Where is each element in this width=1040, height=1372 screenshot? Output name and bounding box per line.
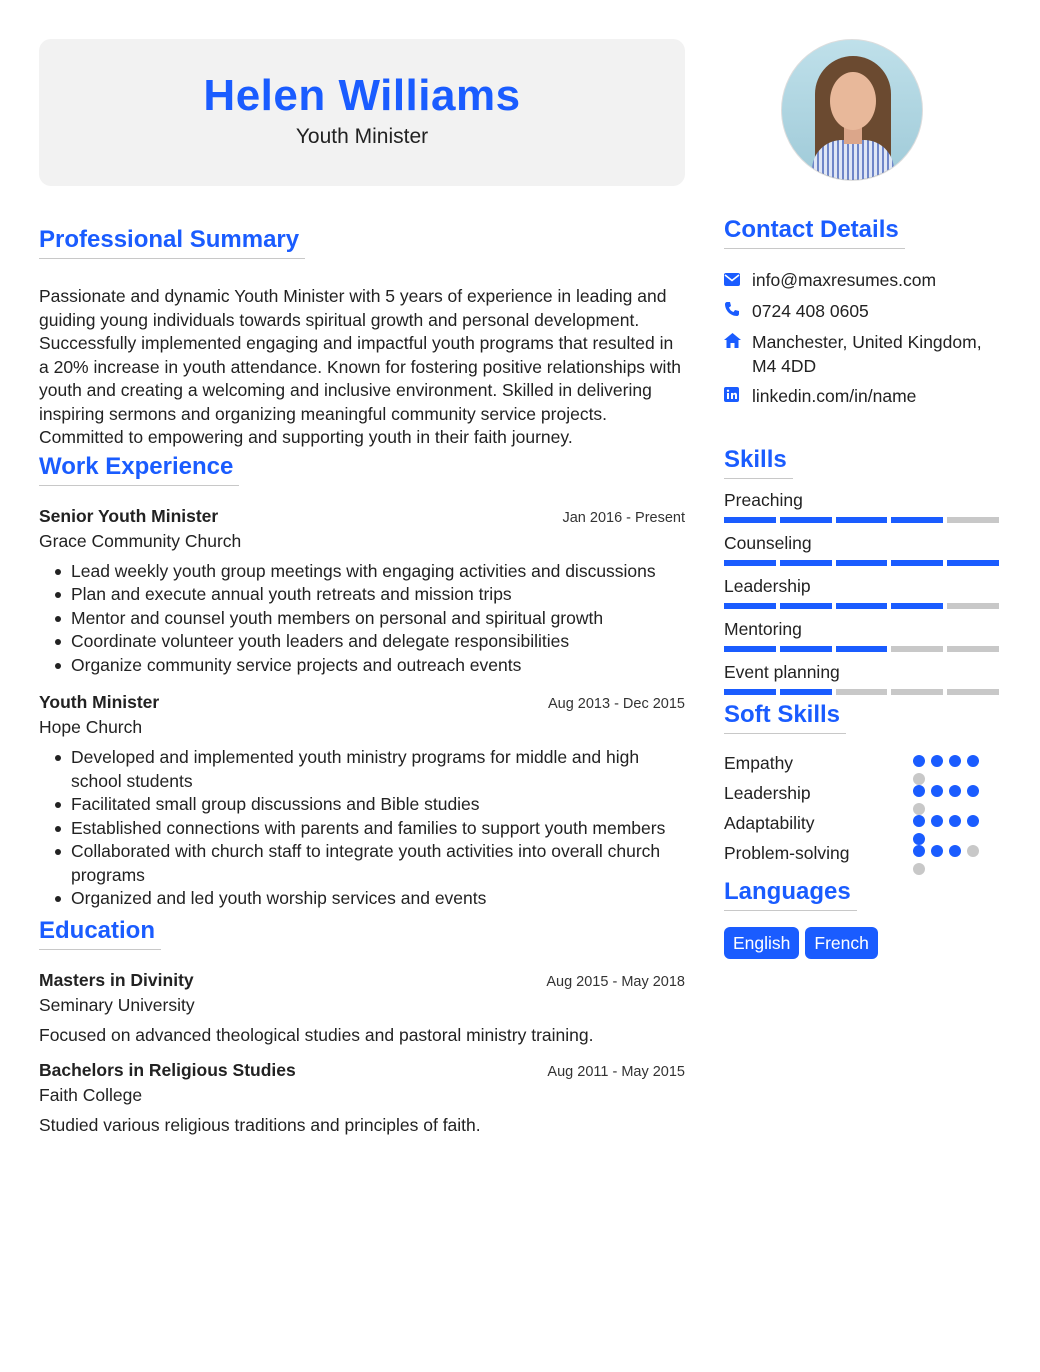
rating-dot [913,785,925,797]
contact-address [724,331,1001,378]
skill-level-segment [724,646,776,652]
skill-level-segment [836,560,888,566]
skill-level-segment [780,560,832,566]
rating-dot [913,845,925,857]
language-tag: French [805,927,877,959]
skill-level-segment [891,517,943,523]
bullet-item: Organize community service projects and outreach events [53,654,685,678]
rating-dot [931,815,943,827]
skill-level-segment [836,603,888,609]
rating-dot [967,845,979,857]
skill-level-bar [724,603,1001,609]
soft-skill-item [724,782,1001,812]
skill-name: Leadership [724,575,811,596]
job-title: Senior Youth Minister [39,505,219,526]
job-bullets [39,560,685,678]
soft-skill-rating [913,755,983,785]
phone-text[interactable]: 0724 408 0605 [752,301,869,321]
envelope-icon [724,269,752,294]
soft-skill-name: Problem-solving [724,843,850,864]
skill-item [724,661,1001,695]
job-organization: Grace Community Church [39,530,242,551]
soft-skill-name: Leadership [724,782,811,803]
rating-dot [913,755,925,767]
soft-skill-rating [913,815,983,845]
skill-level-segment [780,646,832,652]
soft-skill-name: Empathy [724,752,794,773]
bullet-item: Developed and implemented youth ministry programs for middle and high school students [53,746,685,793]
bullet-item: Organized and led youth worship services and events [53,887,685,911]
bullet-item: Mentor and counsel youth members on personal and spiritual growth [53,607,685,631]
skill-level-bar [724,689,1001,695]
rating-dot [913,863,925,875]
skill-level-segment [724,603,776,609]
skill-level-segment [947,689,999,695]
school-name: Seminary University [39,994,195,1015]
education-heading: Education [39,917,161,950]
job-title: Youth Minister [39,692,160,712]
job-organization: Hope Church [39,717,143,737]
skill-level-segment [891,689,943,695]
education-date: Aug 2011 - May 2015 [547,1063,685,1080]
contact-list [724,269,1001,409]
soft-skill-rating [913,845,983,875]
soft-skill-item [724,812,1001,842]
skill-name: Preaching [724,489,803,510]
candidate-name: Helen Williams [203,71,521,120]
contact-linkedin [724,385,1001,410]
skill-level-segment [780,603,832,609]
linkedin-icon [724,385,752,410]
work-heading: Work Experience [39,453,239,486]
skill-level-segment [891,560,943,566]
rating-dot [949,785,961,797]
skill-item [724,489,1001,523]
soft-skills-heading: Soft Skills [724,701,846,734]
contact-phone [724,300,1001,325]
languages-heading: Languages [724,878,857,911]
bullet-item: Established connections with parents and families to support youth members [53,817,685,841]
soft-skill-item [724,842,1001,872]
summary-text: Passionate and dynamic Youth Minister with 5 years of experience in leading and guiding young individuals towards spiritual growth and personal development. Successfully implemented engaging and impactful youth programs that resulted in a 20% increase in youth attendance. Known for fostering positive relationships with youth and creating a welcoming and inclusive environment. Skilled in delivering inspiring sermons and organizing meaningful community service projects. Committed to empowering and supporting youth in their faith journey. [39,286,682,447]
profile-photo [781,39,923,181]
skill-item [724,618,1001,652]
skill-level-segment [724,689,776,695]
skill-level-segment [891,646,943,652]
soft-skill-item [724,752,1001,782]
address-text: Manchester, United Kingdom, M4 4DD [752,332,982,376]
contact-email [724,269,1001,294]
job-bullets [39,746,685,911]
bullet-item: Plan and execute annual youth retreats and mission trips [53,583,685,607]
skill-level-segment [891,603,943,609]
education-description: Studied various religious traditions and principles of faith. [39,1114,481,1135]
skill-name: Mentoring [724,618,802,639]
skill-level-segment [836,689,888,695]
skill-level-segment [947,603,999,609]
languages-list [724,927,1001,959]
skill-item [724,575,1001,609]
skill-level-segment [836,517,888,523]
soft-skill-rating [913,785,983,815]
job-date: Aug 2013 - Dec 2015 [547,696,685,712]
degree-title: Bachelors in Religious Studies [39,1059,296,1080]
skill-item [724,532,1001,566]
rating-dot [931,755,943,767]
rating-dot [967,755,979,767]
rating-dot [949,755,961,767]
education-description: Focused on advanced theological studies and pastoral ministry training. [39,1024,594,1045]
skill-level-segment [780,689,832,695]
rating-dot [931,845,943,857]
rating-dot [967,785,979,797]
skill-level-segment [947,560,999,566]
school-name: Faith College [39,1084,143,1105]
skill-name: Counseling [724,532,812,553]
email-text[interactable]: info@maxresumes.com [752,270,937,290]
education-entry [39,1060,685,1136]
header-card [39,39,685,186]
summary-heading: Professional Summary [39,226,305,259]
home-icon [724,331,752,378]
job-date: Jan 2016 - Present [562,509,685,526]
degree-title: Masters in Divinity [39,969,194,990]
skill-level-bar [724,517,1001,523]
job-entry [39,692,685,911]
bullet-item: Lead weekly youth group meetings with engaging activities and discussions [53,560,685,584]
bullet-item: Collaborated with church staff to integrate youth activities into overall church programs [53,840,685,887]
skills-list [724,489,1001,695]
soft-skill-name: Adaptability [724,813,815,834]
contact-heading: Contact Details [724,216,905,249]
skill-level-segment [836,646,888,652]
main-column [39,39,685,1136]
skill-level-segment [724,560,776,566]
job-entry [39,506,685,678]
soft-skills-list [724,752,1001,873]
skill-level-segment [947,646,999,652]
skill-level-bar [724,560,1001,566]
rating-dot [913,815,925,827]
rating-dot [931,785,943,797]
linkedin-text[interactable]: linkedin.com/in/name [752,385,917,406]
skill-level-segment [947,517,999,523]
rating-dot [949,815,961,827]
rating-dot [949,845,961,857]
bullet-item: Coordinate volunteer youth leaders and delegate responsibilities [53,630,685,654]
education-entry [39,970,685,1046]
phone-icon [724,300,752,325]
skill-level-bar [724,646,1001,652]
skill-level-segment [724,517,776,523]
sidebar-column [724,39,1001,959]
bullet-item: Facilitated small group discussions and Bible studies [53,793,685,817]
language-tag: English [724,927,799,959]
skill-level-segment [780,517,832,523]
candidate-role: Youth Minister [295,125,429,148]
education-date: Aug 2015 - May 2018 [546,973,685,990]
skill-name: Event planning [724,661,840,682]
skills-heading: Skills [724,446,793,479]
rating-dot [967,815,979,827]
